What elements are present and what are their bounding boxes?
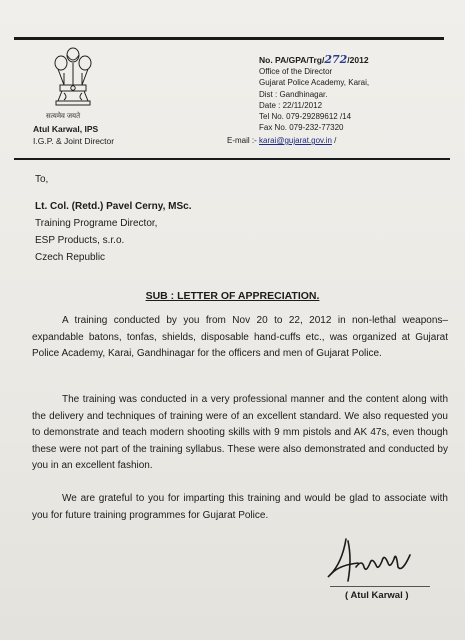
office-line: Office of the Director xyxy=(259,67,333,77)
header-bottom-rule xyxy=(14,158,450,160)
recipient-address xyxy=(35,198,192,266)
recipient-line: Training Programe Director, xyxy=(35,218,158,229)
header-top-rule xyxy=(14,37,444,40)
handwritten-signature xyxy=(318,533,430,588)
reference-number: No. PA/GPA/Trg/272/2012 xyxy=(259,53,369,66)
letter-date: Date : 22/11/2012 xyxy=(259,100,323,110)
office-line: Gujarat Police Academy, Karai, xyxy=(259,78,370,88)
email-link[interactable]: karai@gujarat.gov.in xyxy=(259,136,332,145)
national-emblem-icon xyxy=(50,45,96,113)
telephone: Tel No. 079-29289612 /14 xyxy=(259,112,352,122)
recipient-line: Czech Republic xyxy=(35,252,106,263)
body-paragraph: The training was conducted in a very professional manner and the content along with the delivery and techniques of training were of an excellent standard. We also requested you to demonstrate and teach modern shooting skills with 9 mm pistols and AK 47s, even though these were not part of the training syllabus. These were also demonstrated and conducted by you in an excellent fashion. xyxy=(32,394,448,471)
sender-designation: I.G.P. & Joint Director xyxy=(33,136,115,146)
signatory-name: ( Atul Karwal ) xyxy=(345,590,409,601)
fax: Fax No. 079-232-77320 xyxy=(259,123,344,133)
body-paragraph: We are grateful to you for imparting this training and would be glad to associate with you for future training programmes for Gujarat Police. xyxy=(32,493,448,521)
to-label: To, xyxy=(35,174,49,185)
signature-line xyxy=(330,586,430,587)
body-paragraph: A training conducted by you from Nov 20 to 22, 2012 in non-lethal weapons– expandable batons, tonfas, shields, disposable hand-cuffs etc., was organized at Gujarat Police Academy, Karai, Gandhinagar for the officers and men of Gujarat Police. xyxy=(32,315,448,359)
office-details xyxy=(227,53,370,145)
recipient-line: ESP Products, s.r.o. xyxy=(35,235,125,246)
recipient-name: Lt. Col. (Retd.) Pavel Cerny, MSc. xyxy=(35,201,192,212)
office-line: Dist : Gandhinagar. xyxy=(259,89,328,99)
email-line: E-mail :- karai@gujarat.gov.in / xyxy=(227,136,337,145)
subject-line: SUB : LETTER OF APPRECIATION. xyxy=(145,290,320,302)
emblem-motto: सत्यमेव जयते xyxy=(46,113,81,120)
sender-name: Atul Karwal, IPS xyxy=(33,124,99,134)
